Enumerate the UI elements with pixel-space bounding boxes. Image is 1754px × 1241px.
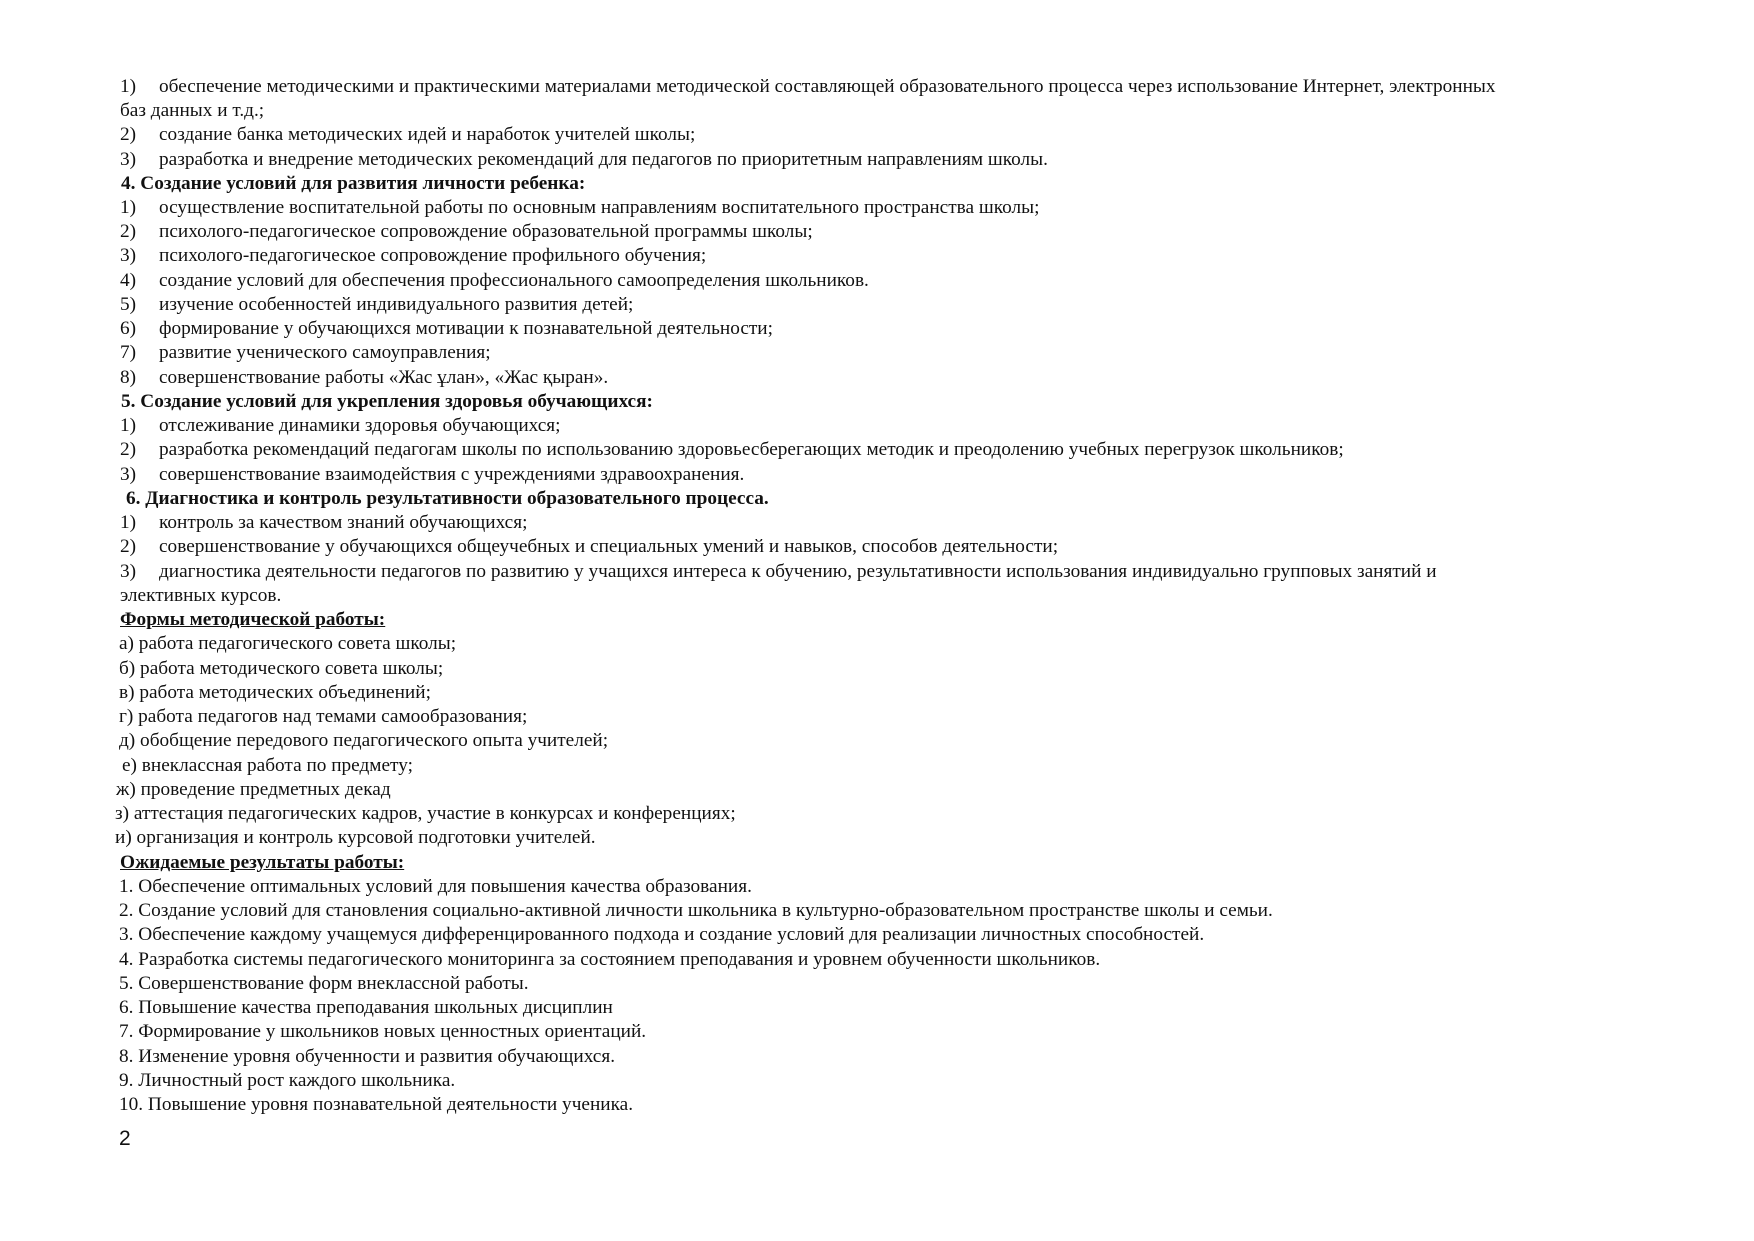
item-text: совершенствование у обучающихся общеучебных и специальных умений и навыков, способов деятельности;	[159, 536, 1059, 557]
list-item: 6. Повышение качества преподавания школьных дисциплин	[119, 997, 613, 1018]
item-number: 2)	[120, 124, 137, 145]
forms-section-title: Формы методической работы:	[120, 609, 386, 630]
list-item: ж) проведение предметных декад	[116, 779, 391, 800]
item-text: разработка и внедрение методических рекомендаций для педагогов по приоритетным направлениям школы.	[159, 149, 1048, 170]
item-text-continued: элективных курсов.	[120, 585, 282, 606]
list-item: в) работа методических объединений;	[119, 682, 431, 703]
item-number: 6)	[120, 318, 137, 339]
list-item: д) обобщение передового педагогического опыта учителей;	[119, 730, 609, 751]
item-number: 3)	[120, 245, 137, 266]
section-heading-6: 6. Диагностика и контроль результативности образовательного процесса.	[126, 488, 769, 509]
list-item: 7. Формирование у школьников новых ценностных ориентаций.	[119, 1021, 647, 1042]
item-number: 3)	[120, 464, 137, 485]
item-text: осуществление воспитательной работы по основным направлениям воспитательного пространства школы;	[159, 197, 1040, 218]
item-text: разработка рекомендаций педагогам школы по использованию здоровьесберегающих методик и преодолению учебных перегрузок школьников;	[159, 439, 1344, 460]
list-item: 2. Создание условий для становления социально-активной личности школьника в культурно-образовательном пространстве школы и семьи.	[119, 900, 1273, 921]
list-item: б) работа методического совета школы;	[119, 658, 444, 679]
item-number: 1)	[120, 76, 137, 97]
item-number: 3)	[120, 149, 137, 170]
item-text: создание условий для обеспечения профессионального самоопределения школьников.	[159, 270, 869, 291]
item-text: совершенствование взаимодействия с учреждениями здравоохранения.	[159, 464, 745, 485]
item-number: 1)	[120, 415, 137, 436]
item-text: психолого-педагогическое сопровождение профильного обучения;	[159, 245, 707, 266]
item-number: 3)	[120, 561, 137, 582]
item-text: отслеживание динамики здоровья обучающихся;	[159, 415, 561, 436]
item-text: диагностика деятельности педагогов по развитию у учащихся интереса к обучению, результативности использования индивидуально групповых занятий и	[159, 561, 1437, 582]
list-item: 4. Разработка системы педагогического мониторинга за состоянием преподавания и уровнем обученности школьников.	[119, 949, 1101, 970]
item-number: 1)	[120, 512, 137, 533]
section-heading-5: 5. Создание условий для укрепления здоровья обучающихся:	[121, 391, 653, 412]
section-heading-4: 4. Создание условий для развития личности ребенка:	[121, 173, 586, 194]
list-item: г) работа педагогов над темами самообразования;	[119, 706, 528, 727]
item-number: 7)	[120, 342, 137, 363]
list-item: з) аттестация педагогических кадров, участие в конкурсах и конференциях;	[115, 803, 736, 824]
list-item: 9. Личностный рост каждого школьника.	[119, 1070, 456, 1091]
item-number: 5)	[120, 294, 137, 315]
list-item: а) работа педагогического совета школы;	[119, 633, 457, 654]
item-text: контроль за качеством знаний обучающихся;	[159, 512, 528, 533]
item-number: 2)	[120, 439, 137, 460]
results-section-title: Ожидаемые результаты работы:	[120, 852, 405, 873]
item-text-continued: баз данных и т.д.;	[120, 100, 265, 121]
list-item: 1. Обеспечение оптимальных условий для повышения качества образования.	[119, 876, 752, 897]
item-text: совершенствование работы «Жас ұлан», «Жас қыран».	[159, 367, 609, 388]
item-text: формирование у обучающихся мотивации к познавательной деятельности;	[159, 318, 773, 339]
item-number: 8)	[120, 367, 137, 388]
list-item: 8. Изменение уровня обученности и развития обучающихся.	[119, 1046, 616, 1067]
page-number: 2	[119, 1127, 131, 1150]
item-number: 2)	[120, 536, 137, 557]
item-text: изучение особенностей индивидуального развития детей;	[159, 294, 634, 315]
item-text: создание банка методических идей и наработок учителей школы;	[159, 124, 696, 145]
list-item: и) организация и контроль курсовой подготовки учителей.	[115, 827, 596, 848]
item-number: 2)	[120, 221, 137, 242]
item-text: психолого-педагогическое сопровождение образовательной программы школы;	[159, 221, 813, 242]
list-item: 10. Повышение уровня познавательной деятельности ученика.	[119, 1094, 634, 1115]
list-item: е) внеклассная работа по предмету;	[122, 755, 413, 776]
item-text: развитие ученического самоуправления;	[159, 342, 491, 363]
list-item: 5. Совершенствование форм внеклассной работы.	[119, 973, 529, 994]
list-item: 3. Обеспечение каждому учащемуся дифференцированного подхода и создание условий для реализации личностных способностей.	[119, 924, 1205, 945]
item-number: 4)	[120, 270, 137, 291]
item-text: обеспечение методическими и практическими материалами методической составляющей образовательного процесса через использование Интернет, электронных	[159, 76, 1496, 97]
item-number: 1)	[120, 197, 137, 218]
